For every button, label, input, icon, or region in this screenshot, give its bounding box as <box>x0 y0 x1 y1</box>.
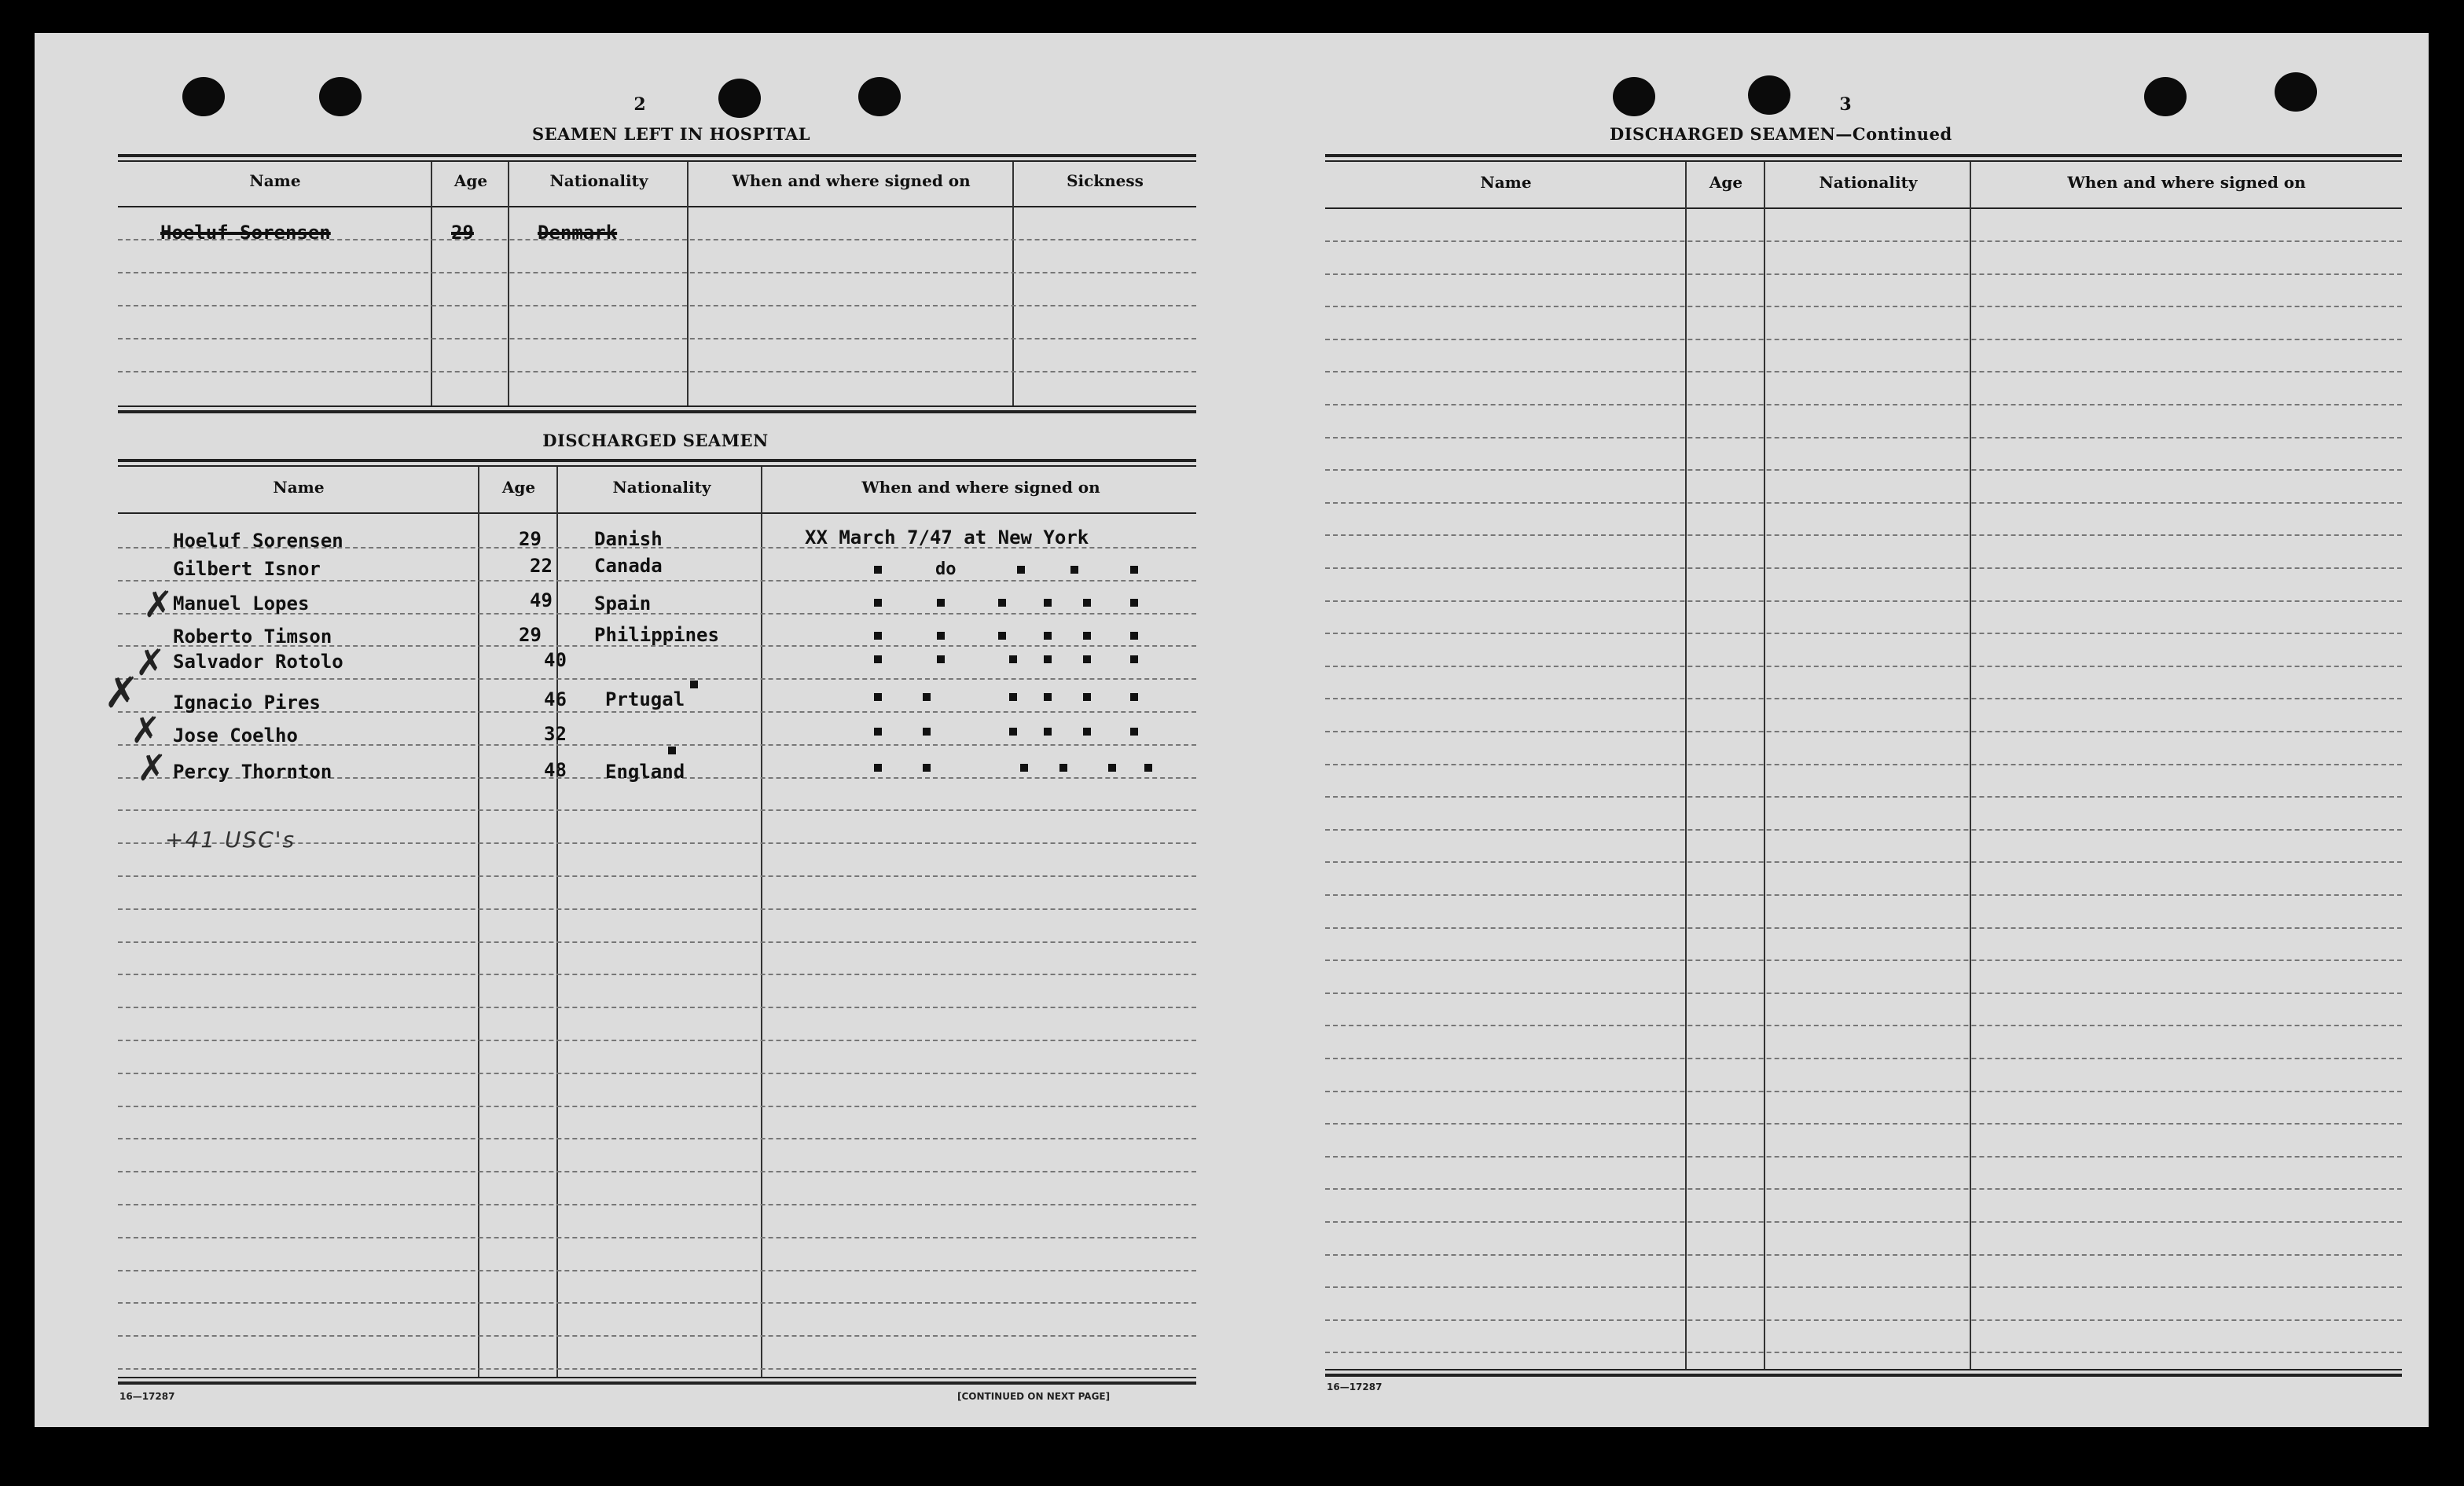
seaman-name: Hoeluf Sorensen <box>173 530 343 552</box>
seaman-name: Salvador Rotolo <box>173 651 343 673</box>
ditto-square-icon <box>1017 566 1025 574</box>
ruled-line <box>1325 1091 2402 1092</box>
ruled-line <box>1325 437 2402 438</box>
form-number: 16—17287 <box>119 1391 175 1402</box>
ditto-square-icon <box>1059 764 1067 772</box>
ruled-line <box>1325 339 2402 340</box>
ruled-line <box>118 1007 1196 1008</box>
ruled-line <box>1325 1286 2402 1288</box>
ditto-square-icon <box>923 764 931 772</box>
ruled-line <box>118 1368 1196 1370</box>
seaman-age: 48 <box>544 759 567 781</box>
table-rule <box>118 154 1196 157</box>
seaman-name: Percy Thornton <box>173 761 332 783</box>
seaman-name: Ignacio Pires <box>173 692 321 714</box>
ditto-square-icon <box>1044 655 1052 663</box>
hospital-row-nationality: Denmark <box>538 222 618 244</box>
ditto-square-icon <box>937 655 945 663</box>
ditto-square-icon <box>1108 764 1116 772</box>
column-divider <box>478 467 479 1378</box>
ruled-line <box>1325 1123 2402 1125</box>
table-rule <box>1325 1374 2402 1377</box>
ditto-square-icon <box>874 566 882 574</box>
seaman-age: 46 <box>544 688 567 710</box>
ruled-line <box>118 678 1196 680</box>
column-header: Age <box>501 478 536 497</box>
ruled-line <box>118 1171 1196 1172</box>
column-header: When and where signed on <box>732 171 971 190</box>
punch-hole-icon <box>858 77 901 116</box>
column-header: Name <box>249 171 301 190</box>
column-header: Nationality <box>612 478 711 497</box>
ditto-square-icon <box>668 747 676 754</box>
discharged-section-title: DISCHARGED SEAMEN <box>542 431 769 450</box>
ruled-line <box>1325 633 2402 634</box>
ditto-square-icon <box>1083 599 1091 607</box>
ditto-square-icon <box>1144 764 1152 772</box>
ruled-line <box>118 1073 1196 1074</box>
table-rule <box>118 459 1196 462</box>
ditto-square-icon <box>1130 566 1138 574</box>
ditto-square-icon <box>998 599 1006 607</box>
column-header: When and where signed on <box>861 478 1100 497</box>
ditto-square-icon <box>1009 728 1017 736</box>
ditto-square-icon <box>874 728 882 736</box>
ruled-line <box>1325 993 2402 994</box>
punch-hole-icon <box>1748 75 1790 115</box>
ditto-square-icon <box>1083 632 1091 640</box>
table-rule <box>118 206 1196 207</box>
ditto-square-icon <box>874 764 882 772</box>
ditto-square-icon <box>998 632 1006 640</box>
ditto-square-icon <box>1083 728 1091 736</box>
column-header: Age <box>454 171 488 190</box>
ruled-line <box>1325 1319 2402 1321</box>
ditto-square-icon <box>1130 599 1138 607</box>
punch-hole-icon <box>2275 72 2317 112</box>
ruled-line <box>118 1237 1196 1238</box>
column-header: When and where signed on <box>2067 173 2306 192</box>
table-rule <box>1325 154 2402 157</box>
punch-hole-icon <box>182 77 225 116</box>
ruled-line <box>1325 861 2402 863</box>
ruled-line <box>1325 534 2402 536</box>
ruled-line <box>118 1040 1196 1041</box>
column-divider <box>556 467 558 1378</box>
seaman-age: 29 <box>519 528 542 550</box>
handwritten-x-icon: ✗ <box>137 747 167 789</box>
table-rule <box>118 405 1196 407</box>
seaman-age: 40 <box>544 649 567 671</box>
ditto-square-icon <box>1070 566 1078 574</box>
column-header: Nationality <box>1819 173 1918 192</box>
ruled-line <box>1325 1221 2402 1223</box>
ruled-line <box>118 809 1196 811</box>
ruled-line <box>1325 371 2402 372</box>
ditto-square-icon <box>1044 693 1052 701</box>
ruled-line <box>118 580 1196 582</box>
table-rule <box>118 1381 1196 1385</box>
ditto-square-icon <box>1130 728 1138 736</box>
ditto-square-icon <box>1020 764 1028 772</box>
ruled-line <box>118 974 1196 975</box>
ruled-line <box>118 1204 1196 1205</box>
ruled-line <box>1325 1025 2402 1026</box>
seaman-nationality: Prtugal <box>605 688 685 710</box>
ruled-line <box>118 875 1196 877</box>
column-header: Sickness <box>1067 171 1144 190</box>
ruled-line <box>118 371 1196 372</box>
table-rule <box>1325 1369 2402 1370</box>
ditto-square-icon <box>874 599 882 607</box>
ruled-line <box>118 1335 1196 1337</box>
seaman-nationality: Canada <box>594 555 663 577</box>
ruled-line <box>1325 796 2402 798</box>
table-rule <box>1325 160 2402 162</box>
signed-on: XX March 7/47 at New York <box>805 527 1089 549</box>
ruled-line <box>118 1106 1196 1107</box>
page-number: 2 <box>633 94 646 115</box>
ditto-square-icon <box>1044 632 1052 640</box>
ruled-line <box>1325 1188 2402 1190</box>
handwritten-x-icon: ✗ <box>104 668 140 717</box>
hospital-row-age: 29 <box>451 222 474 244</box>
ruled-line <box>118 338 1196 339</box>
table-rule <box>1325 207 2402 209</box>
table-rule <box>118 160 1196 162</box>
seaman-nationality: Danish <box>594 528 663 550</box>
ruled-line <box>1325 731 2402 732</box>
ruled-line <box>1325 273 2402 275</box>
ruled-line <box>1325 404 2402 405</box>
punch-hole-icon <box>2144 77 2187 116</box>
column-header: Name <box>273 478 325 497</box>
continued-note: [CONTINUED ON NEXT PAGE] <box>957 1391 1111 1402</box>
punch-hole-icon <box>319 77 362 116</box>
ruled-line <box>1325 829 2402 831</box>
punch-hole-icon <box>718 79 761 118</box>
ruled-line <box>1325 502 2402 504</box>
document-sheet <box>35 33 2429 1427</box>
ruled-line <box>118 1138 1196 1139</box>
ditto-square-icon <box>923 728 931 736</box>
page-number: 3 <box>1839 94 1852 115</box>
ditto-mark: do <box>935 560 957 579</box>
ditto-square-icon <box>1083 655 1091 663</box>
handwritten-x-icon: ✗ <box>135 641 166 684</box>
ditto-square-icon <box>874 693 882 701</box>
seaman-name: Jose Coelho <box>173 725 298 747</box>
ruled-line <box>1325 764 2402 765</box>
seaman-age: 32 <box>544 723 567 745</box>
seaman-name: Gilbert Isnor <box>173 558 321 580</box>
hospital-row-name: Hoeluf Sorensen <box>160 222 331 244</box>
seaman-age: 22 <box>530 555 553 577</box>
ruled-line <box>118 272 1196 273</box>
table-rule <box>118 410 1196 413</box>
ruled-line <box>1325 959 2402 961</box>
ditto-square-icon <box>1044 728 1052 736</box>
ruled-line <box>1325 306 2402 307</box>
punch-hole-icon <box>1613 77 1655 116</box>
ditto-square-icon <box>937 632 945 640</box>
ruled-line <box>1325 698 2402 699</box>
hospital-section-title: SEAMEN LEFT IN HOSPITAL <box>531 124 811 144</box>
continued-section-title: DISCHARGED SEAMEN—Continued <box>1610 124 1952 144</box>
seaman-age: 29 <box>519 624 542 646</box>
ruled-line <box>118 1302 1196 1304</box>
ruled-line <box>118 305 1196 306</box>
ruled-line <box>1325 1156 2402 1158</box>
ditto-square-icon <box>1083 693 1091 701</box>
ruled-line <box>1325 1254 2402 1256</box>
ruled-line <box>1325 1058 2402 1059</box>
ditto-square-icon <box>1044 599 1052 607</box>
ditto-square-icon <box>1130 632 1138 640</box>
ditto-square-icon <box>874 632 882 640</box>
ruled-line <box>118 1270 1196 1271</box>
ditto-square-icon <box>874 655 882 663</box>
seaman-nationality: England <box>605 761 685 783</box>
ditto-square-icon <box>923 693 931 701</box>
table-rule <box>118 465 1196 467</box>
table-rule <box>118 512 1196 514</box>
seaman-name: Roberto Timson <box>173 626 332 648</box>
ruled-line <box>1325 600 2402 602</box>
ruled-line <box>1325 894 2402 896</box>
seaman-age: 49 <box>530 589 553 611</box>
ditto-square-icon <box>937 599 945 607</box>
ditto-square-icon <box>1009 693 1017 701</box>
column-header: Age <box>1709 173 1743 192</box>
form-number: 16—17287 <box>1327 1381 1383 1392</box>
column-header: Nationality <box>549 171 648 190</box>
ruled-line <box>118 941 1196 943</box>
handwritten-note: +41 USC's <box>165 827 296 853</box>
ruled-line <box>1325 240 2402 242</box>
ruled-line <box>1325 469 2402 471</box>
ditto-square-icon <box>1130 655 1138 663</box>
ditto-square-icon <box>1130 693 1138 701</box>
column-divider <box>761 467 762 1378</box>
seaman-nationality: Spain <box>594 593 652 615</box>
seaman-nationality: Philippines <box>594 624 719 646</box>
seaman-name: Manuel Lopes <box>173 593 310 615</box>
ruled-line <box>118 908 1196 910</box>
ditto-square-icon <box>1009 655 1017 663</box>
ruled-line <box>1325 567 2402 569</box>
handwritten-x-icon: ✗ <box>143 583 174 626</box>
ditto-square-icon <box>690 681 698 688</box>
ruled-line <box>1325 1352 2402 1353</box>
ruled-line <box>1325 927 2402 929</box>
column-header: Name <box>1480 173 1532 192</box>
handwritten-x-icon: ✗ <box>130 709 161 751</box>
ruled-line <box>1325 666 2402 667</box>
table-rule <box>118 1377 1196 1378</box>
